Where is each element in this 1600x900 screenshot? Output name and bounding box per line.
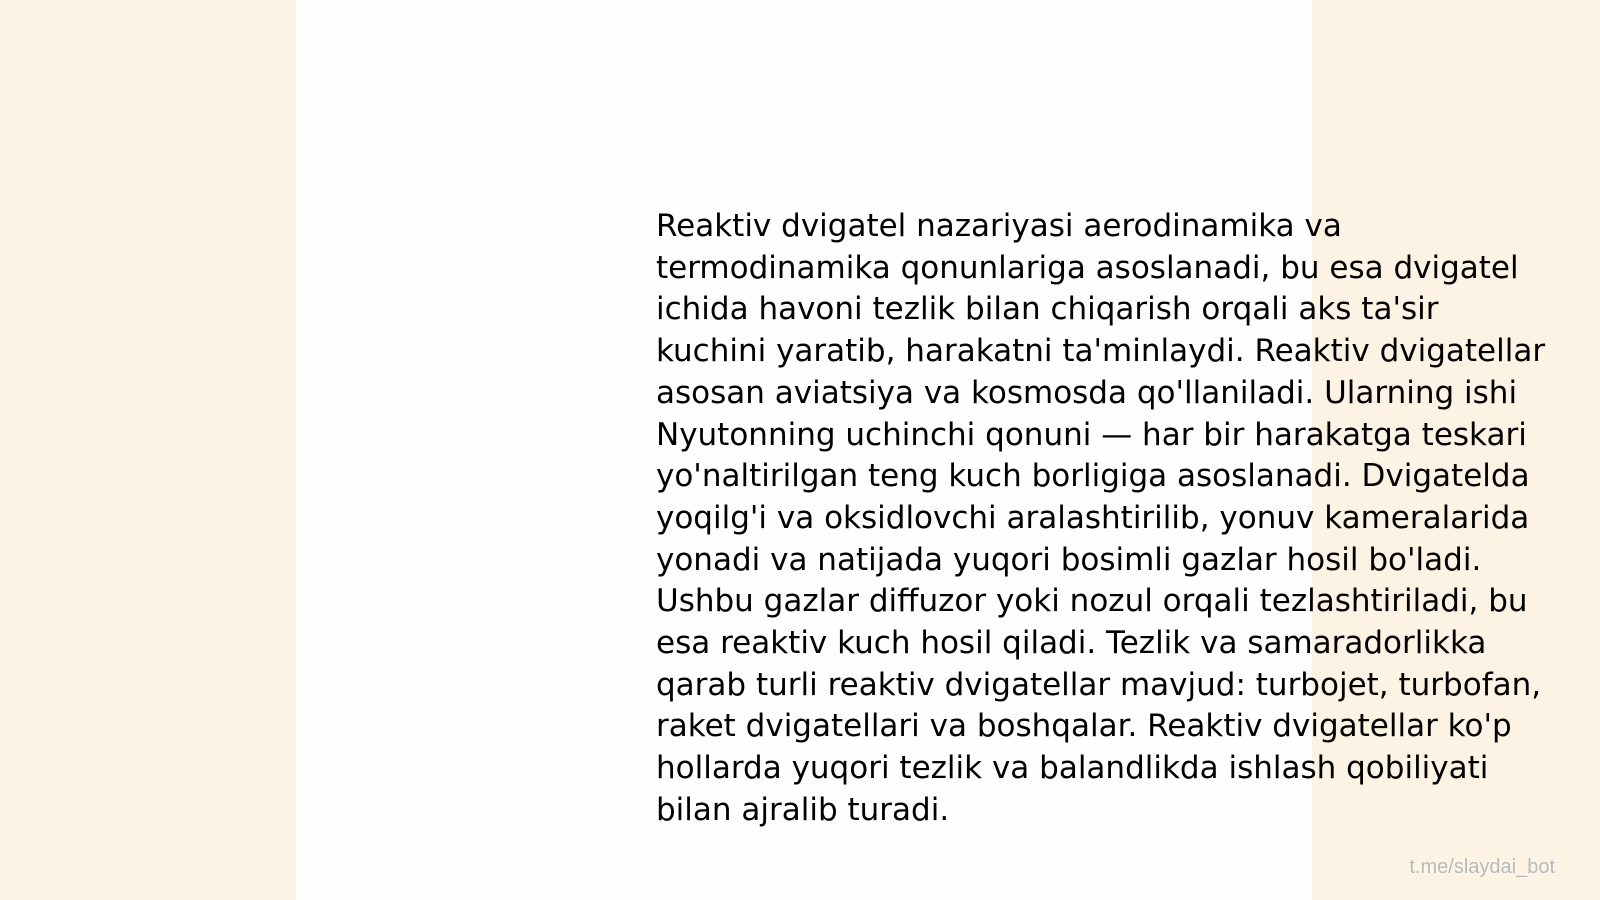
slide-body-text: Reaktiv dvigatel nazariyasi aerodinamika va termodinamika qonunlariga asoslanadi, bu esa dvigatel ichida havoni tezlik bilan chiqarish orqali aks ta'sir kuchini yaratib, harakatni ta'minlaydi. Reaktiv dvigatellar asosan aviatsiya va kosmosda qo'llaniladi. Ularning ishi Nyutonning uchinchi qonuni — har bir harakatga teskari yo'naltirilgan teng kuch borligiga asoslanadi. Dvigatelda yoqilg'i va oksidlovchi aralashtirilib, yonuv kameralarida yonadi va natijada yuqori bosimli gazlar hosil bo'ladi. Ushbu gazlar diffuzor yoki nozul orqali tezlashtiriladi, bu esa reaktiv kuch hosil qiladi. Tezlik va samaradorlikka qarab turli reaktiv dvigatellar mavjud: turbojet, turbofan, raket dvigatellari va boshqalar. Reaktiv dvigatellar ko'p hollarda yuqori tezlik va balandlikda ishlash qobiliyati bilan ajralib turadi.	[656, 208, 1546, 828]
watermark-link: t.me/slaydai_bot	[1409, 856, 1555, 878]
